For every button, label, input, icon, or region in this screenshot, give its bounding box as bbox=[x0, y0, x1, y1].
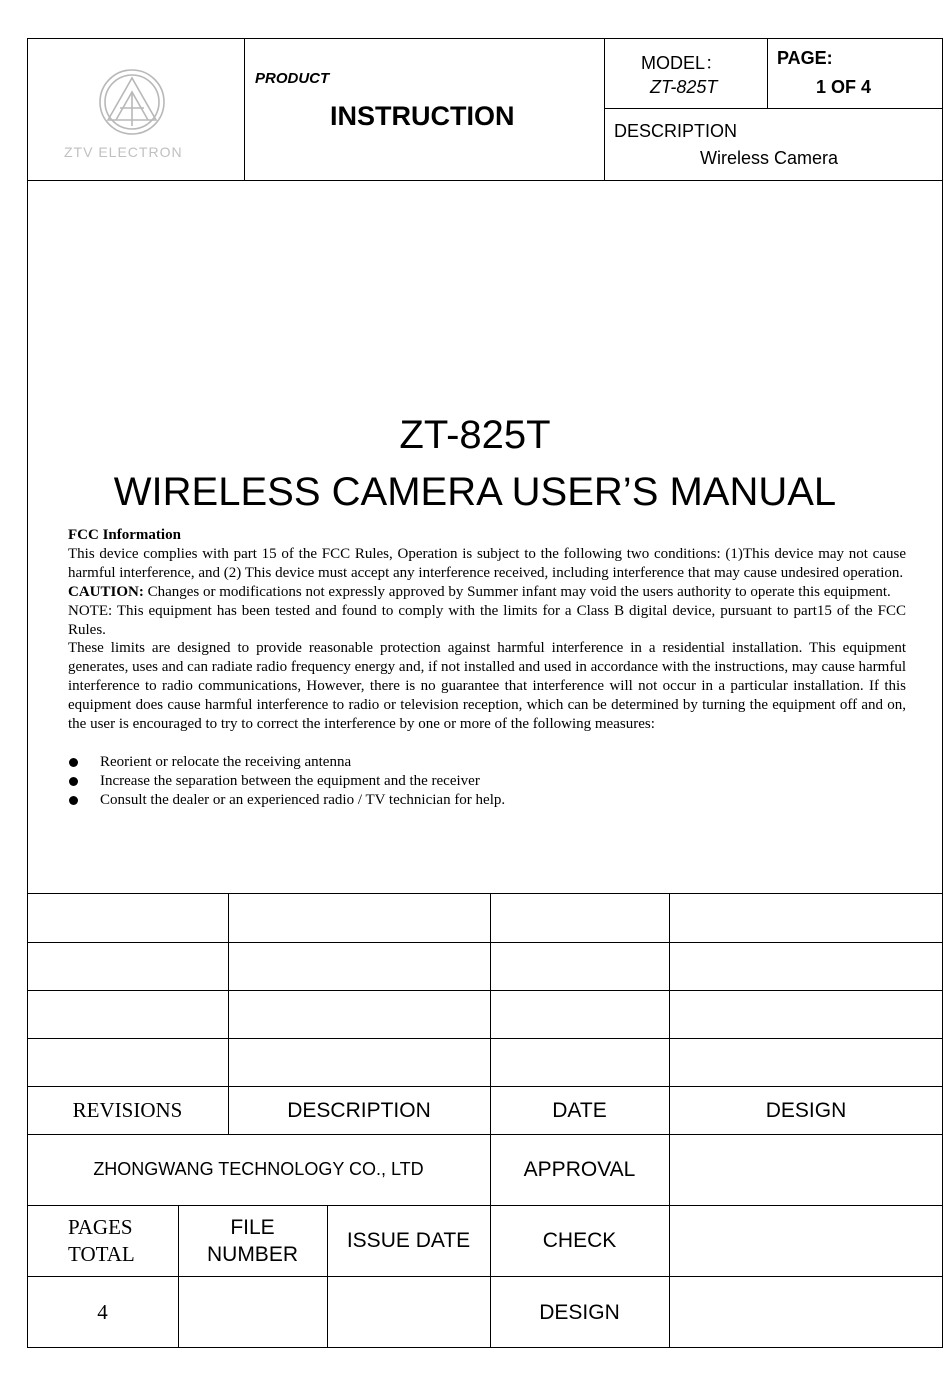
description-value: Wireless Camera bbox=[700, 148, 839, 168]
description-label: DESCRIPTION bbox=[614, 121, 738, 141]
page-label: PAGE: bbox=[777, 48, 833, 68]
table-rule bbox=[27, 942, 943, 943]
header-divider bbox=[767, 38, 768, 108]
revisions-header: REVISIONS bbox=[72, 1097, 183, 1122]
page-value: 1 OF 4 bbox=[816, 77, 872, 97]
model-label: MODEL： bbox=[641, 53, 724, 73]
pages-total-label: PAGES TOTAL bbox=[68, 1214, 135, 1266]
list-item: Reorient or relocate the receiving antenna bbox=[68, 753, 906, 772]
company-logo bbox=[60, 62, 220, 162]
table-rule bbox=[27, 893, 943, 894]
description-header: DESCRIPTION bbox=[287, 1098, 431, 1122]
issue-date-label: ISSUE DATE bbox=[346, 1229, 471, 1252]
file-number-label: FILE NUMBER bbox=[206, 1215, 298, 1266]
pages-total-value: 4 bbox=[97, 1299, 108, 1324]
company-name: ZHONGWANG TECHNOLOGY CO., LTD bbox=[93, 1159, 424, 1179]
table-rule bbox=[27, 1038, 943, 1039]
design-label: DESIGN bbox=[539, 1300, 620, 1324]
header-divider bbox=[604, 38, 605, 180]
instruction-heading: INSTRUCTION bbox=[330, 101, 515, 131]
bullet-icon bbox=[69, 777, 78, 786]
header-divider bbox=[244, 38, 245, 180]
check-label: CHECK bbox=[542, 1229, 617, 1252]
approval-label: APPROVAL bbox=[523, 1158, 636, 1181]
logo-wordmark: ZTV ELECTRON bbox=[64, 144, 183, 160]
caution-paragraph bbox=[68, 583, 906, 602]
product-label: PRODUCT bbox=[255, 70, 330, 87]
document-model-title: ZT-825T bbox=[399, 413, 551, 457]
fcc-heading: FCC Information bbox=[68, 527, 181, 543]
note-paragraph: NOTE: This equipment has been tested and found to comply with the limits for a Class B digital device, pursuant to part15 of the FCC Rules. bbox=[68, 602, 906, 638]
caution-label: CAUTION: bbox=[68, 583, 144, 600]
caution-text: Changes or modifications not expressly approved by Summer infant may void the users authority to operate this equipment. bbox=[143, 583, 891, 600]
measures-list bbox=[68, 753, 906, 810]
header-divider bbox=[604, 108, 943, 109]
list-item: Increase the separation between the equipment and the receiver bbox=[68, 772, 906, 791]
fcc-paragraph: This device complies with part 15 of the FCC Rules, Operation is subject to the following two conditions: (1)This device may not cause harmful interference, and (2) This device must accept any interference received, including interference that may cause undesired operation. bbox=[68, 545, 906, 581]
bullet-icon bbox=[69, 796, 78, 805]
design-header: DESIGN bbox=[765, 1098, 847, 1122]
model-value: ZT-825T bbox=[650, 77, 718, 97]
fcc-information-section bbox=[68, 526, 906, 810]
table-rule bbox=[27, 990, 943, 991]
header-bottom-rule bbox=[27, 180, 943, 181]
limits-paragraph: These limits are designed to provide reasonable protection against harmful interference in a residential installation. This equipment generates, uses and can radiate radio frequency energy and, if not installed and used in accordance with the instructions, may cause harmful interference to radio communications, However, there is no guarantee that interference will not occur in a particular installation. If this equipment does cause harmful interference to radio or television reception, which can be determined by turning the equipment off and on, the user is encouraged to try to correct the interference by one or more of the following measures: bbox=[68, 640, 906, 733]
bullet-icon bbox=[69, 758, 78, 767]
list-item: Consult the dealer or an experienced radio / TV technician for help. bbox=[68, 791, 906, 810]
date-header: DATE bbox=[552, 1098, 607, 1122]
document-title: WIRELESS CAMERA USER’S MANUAL bbox=[113, 470, 837, 514]
